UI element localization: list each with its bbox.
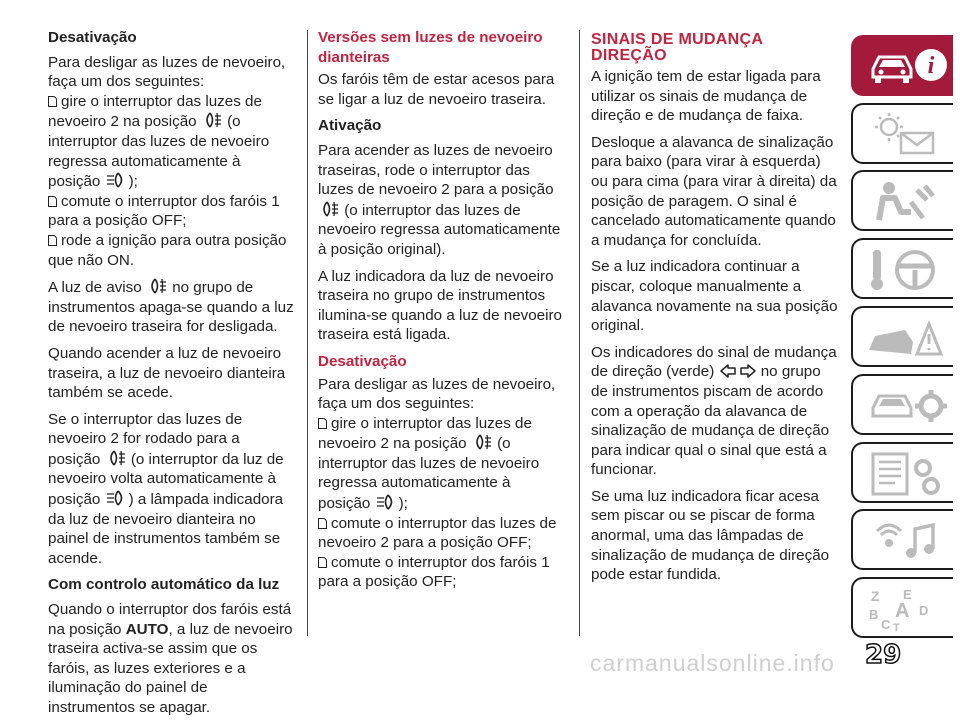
column-3 bbox=[591, 32, 841, 592]
intro-text: Para desligar as luzes de nevoeiro, faça um dos seguintes: bbox=[48, 53, 286, 91]
list-item: rode a ignição para outra posição que não ON. bbox=[48, 231, 287, 269]
bullet-icon bbox=[318, 557, 327, 568]
tab-emergency[interactable] bbox=[851, 306, 953, 367]
paragraph: A ignição tem de estar ligada para utilizar os sinais de mudança de direção e de mudança de faixa. bbox=[591, 68, 821, 125]
intro-text: Para desligar as luzes de nevoeiro, faça um dos seguintes: bbox=[318, 375, 556, 413]
paragraph: A luz indicadora da luz de nevoeiro traseira no grupo de instrumentos ilumina-se quando a luz de nevoeiro traseira está ligada. bbox=[318, 267, 563, 344]
key-steering-icon bbox=[865, 246, 949, 294]
heading-desativacao: Desativação bbox=[48, 29, 137, 46]
paragraph: Se uma luz indicadora ficar acesa sem piscar ou se piscar de forma anormal, uma das lâmpadas de sinalização de mudança de direção pode estar fundida. bbox=[591, 487, 830, 584]
svg-text:Z: Z bbox=[871, 588, 880, 604]
tab-multimedia[interactable] bbox=[851, 509, 953, 570]
heading-versoes: Versões sem luzes de nevoeiro dianteiras bbox=[318, 29, 543, 66]
turn-signal-arrows-icon bbox=[720, 363, 756, 379]
list-item: gire o interruptor das luzes de nevoeiro 2 na posição (o interruptor das luzes de nevoeiro regressa automaticamente à posição ); bbox=[318, 414, 540, 513]
tab-specifications[interactable] bbox=[851, 442, 953, 503]
safety-airbag-icon bbox=[865, 178, 949, 226]
rear-fog-light-icon bbox=[106, 489, 128, 507]
emergency-car-icon bbox=[865, 314, 949, 362]
heading-ativacao: Ativação bbox=[318, 117, 382, 135]
tab-index[interactable] bbox=[851, 577, 953, 638]
bullet-icon bbox=[48, 196, 57, 207]
column-divider-2 bbox=[579, 30, 580, 636]
paragraph: A luz de aviso no grupo de instrumentos apaga-se quando a luz de nevoeiro traseira for desligada. bbox=[48, 279, 294, 336]
tab-starting-driving[interactable] bbox=[851, 238, 953, 299]
rear-fog-light-icon bbox=[106, 171, 128, 189]
list-item: gire o interruptor das luzes de nevoeiro 2 na posição (o interruptor das luzes de nevoeiro regressa automaticamente à posição ); bbox=[48, 92, 270, 191]
paragraph: Para acender as luzes de nevoeiro traseiras, rode o interruptor das luzes de nevoeiro 2 para a posição (o interruptor das luzes de nevoeiro regressa automaticamente à posição original). bbox=[318, 141, 561, 258]
column-2 bbox=[318, 28, 564, 592]
rear-fog-light-icon bbox=[376, 493, 398, 511]
front-fog-light-icon bbox=[472, 433, 492, 451]
column-divider-1 bbox=[307, 30, 308, 636]
svg-text:A: A bbox=[895, 600, 910, 622]
specifications-gears-icon bbox=[865, 450, 949, 498]
list-item: comute o interruptor das luzes de nevoeiro 2 para a posição OFF; bbox=[318, 514, 557, 552]
svg-text:E: E bbox=[903, 587, 912, 602]
tab-maintenance[interactable] bbox=[851, 374, 953, 435]
paragraph: Os faróis têm de estar acesos para se ligar a luz de nevoeiro traseira. bbox=[318, 71, 555, 108]
heading-desativacao-2: Desativação bbox=[318, 352, 407, 370]
multimedia-icon bbox=[865, 517, 949, 565]
tab-dashboard-lights[interactable] bbox=[851, 103, 953, 164]
bullet-icon bbox=[48, 235, 57, 246]
paragraph: Se o interruptor das luzes de nevoeiro 2 for rodado para a posição (o interruptor da luz de nevoeiro volta automaticamente à posição ) a lâmpada indicadora da luz de nevoeiro dianteira no painel de instrumentos também se acende. bbox=[48, 410, 284, 567]
svg-text:T: T bbox=[893, 622, 900, 633]
bullet-icon bbox=[318, 518, 327, 529]
car-maintenance-icon bbox=[865, 382, 949, 430]
dashboard-lights-icon bbox=[865, 111, 949, 159]
list-item: comute o interruptor dos faróis 1 para a posição OFF; bbox=[318, 553, 550, 591]
watermark: carmanualsonline.info bbox=[590, 650, 835, 676]
paragraph: Desloque a alavanca de sinalização para baixo (para virar à esquerda) ou para cima (para virar à direita) da posição de paragem. O sinal é cancelado automaticamente quando a mudança for concluída. bbox=[591, 133, 837, 249]
svg-text:D: D bbox=[919, 603, 929, 618]
list-item: comute o interruptor dos faróis 1 para a posição OFF; bbox=[48, 192, 280, 230]
tab-safety[interactable] bbox=[851, 170, 953, 231]
paragraph: Quando acender a luz de nevoeiro traseira, a luz de nevoeiro dianteira também se acede. bbox=[48, 344, 286, 402]
paragraph: Os indicadores do sinal de mudança de direção (verde) no grupo de instrumentos piscam de acordo com a operação da alavanca de sinalização de mudança de direção para indicar qual o sinal que está a funcionar. bbox=[591, 343, 837, 479]
page-number: 29 bbox=[865, 640, 902, 670]
front-fog-light-icon bbox=[319, 200, 339, 218]
svg-text:C: C bbox=[881, 617, 891, 632]
paragraph: Se a luz indicadora continuar a piscar, coloque manualmente a alavanca novamente na sua posição original. bbox=[591, 258, 838, 335]
paragraph: Quando o interruptor dos faróis está na posição AUTO, a luz de nevoeiro traseira activa-se assim que os faróis, as luzes exteriores e a iluminação do painel de instrumentos se apagar. bbox=[48, 601, 293, 716]
front-fog-light-icon bbox=[106, 449, 126, 467]
svg-text:i: i bbox=[927, 53, 935, 79]
bullet-icon bbox=[48, 96, 57, 107]
front-fog-light-icon bbox=[147, 277, 167, 295]
svg-text:B: B bbox=[869, 607, 879, 622]
car-info-icon bbox=[865, 43, 949, 91]
alphabetical-index-icon bbox=[865, 585, 949, 633]
heading-controlo-automatico: Com controlo automático da luz bbox=[48, 576, 280, 594]
heading-sinais-mudanca: SINAIS DE MUDANÇA DIREÇÃO bbox=[591, 31, 763, 64]
column-1 bbox=[48, 28, 296, 725]
bullet-icon bbox=[318, 418, 327, 429]
front-fog-light-icon bbox=[202, 111, 222, 129]
tab-car-info[interactable] bbox=[851, 35, 953, 96]
